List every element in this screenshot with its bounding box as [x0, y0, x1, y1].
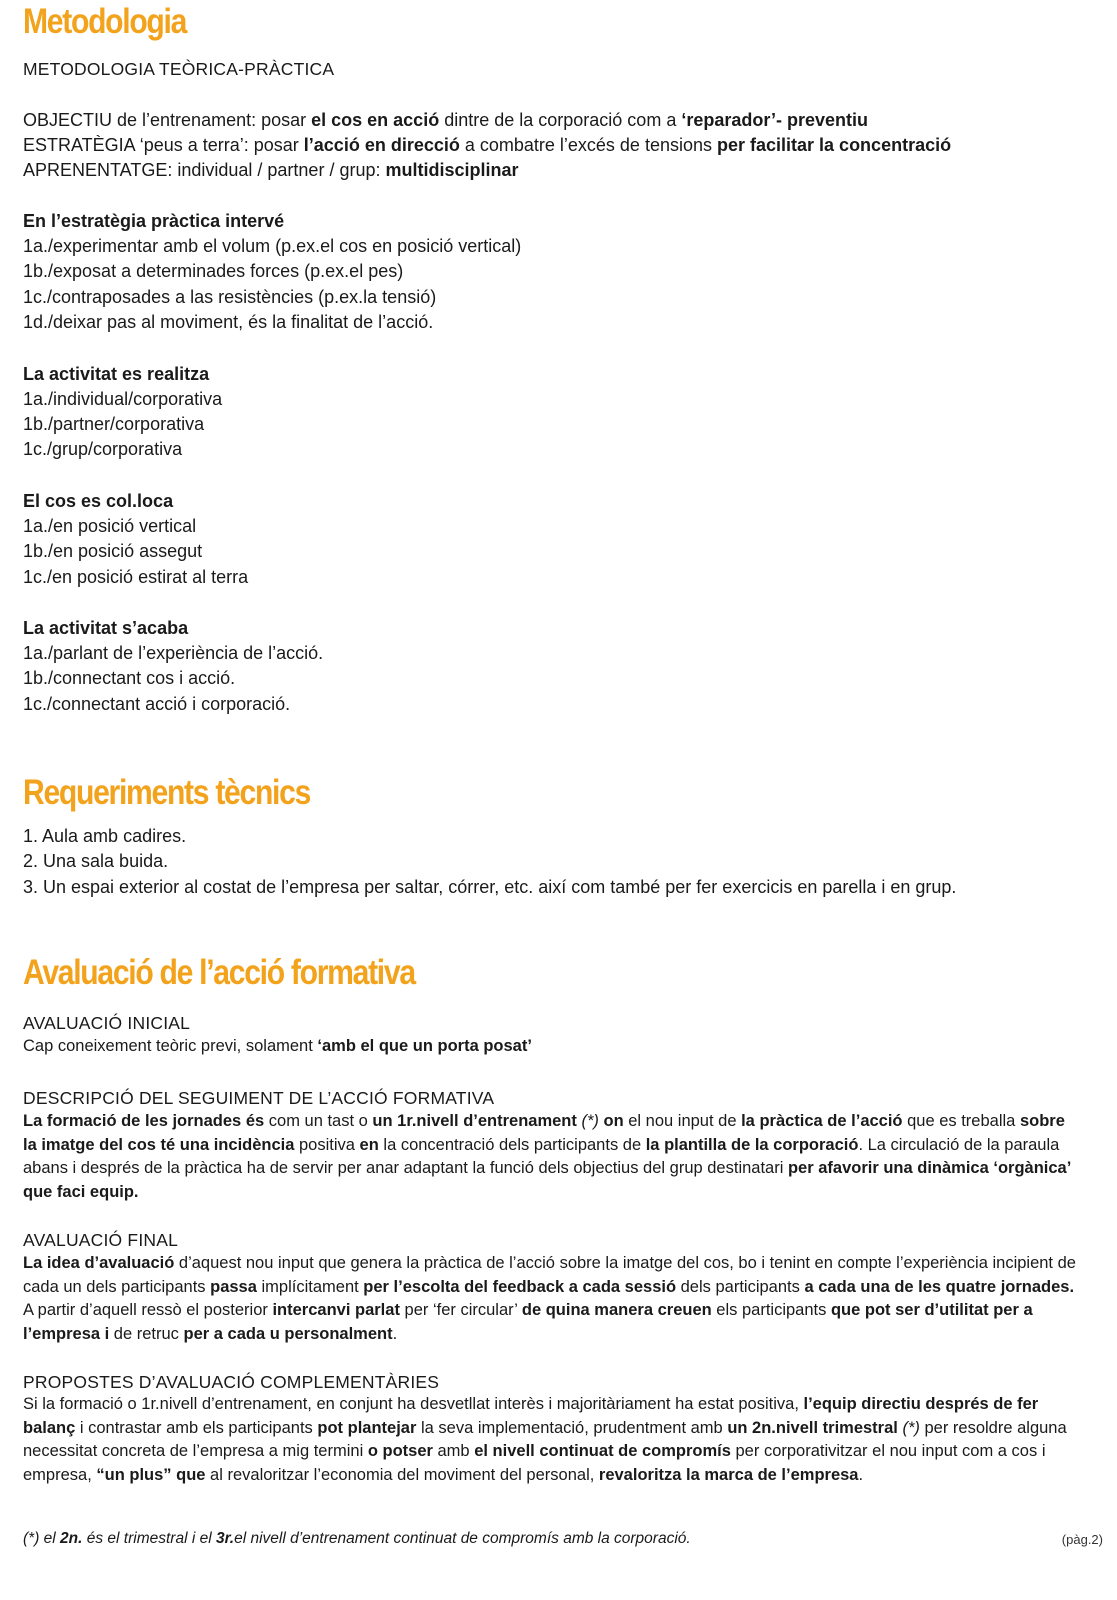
text-run: (*) el	[23, 1530, 61, 1547]
list-item: 1b./connectant cos i acció.	[23, 668, 236, 688]
text-run: o potser	[367, 1442, 433, 1460]
text-run: i contrastar amb els participants	[75, 1418, 318, 1437]
text-run: de quina manera creuen	[521, 1301, 712, 1319]
text-run: La formació de les jornades és	[23, 1112, 265, 1130]
text-run: per afavorir una dinàmica ‘orgànica’ que faci equip.	[23, 1159, 1071, 1201]
section-heading: La activitat s’acaba	[23, 618, 189, 638]
text-run: OBJECTIU de l’entrenament: posar	[23, 110, 312, 130]
text-run: un 1r.nivell d’entrenament	[372, 1112, 577, 1130]
subheading-avaluacio-final: AVALUACIÓ FINAL	[23, 1230, 179, 1250]
section-heading: En l’estratègia pràctica intervé	[23, 211, 285, 231]
text-run: per ‘fer circular’	[399, 1301, 522, 1319]
list-item: 1b./partner/corporativa	[23, 414, 205, 434]
heading-avaluacio: Avaluació de l’acció formativa	[23, 953, 415, 992]
section-heading: El cos es col.loca	[23, 491, 174, 511]
list-item: 1c./connectant acció i corporació.	[23, 694, 291, 714]
text-run: multidisciplinar	[385, 160, 519, 180]
text-run: dels participants	[676, 1277, 805, 1296]
text-run: amb	[432, 1442, 475, 1460]
list-item: 1a./individual/corporativa	[23, 389, 223, 409]
text-run: ‘amb el que un porta posat’	[317, 1037, 532, 1055]
list-item: 1a./experimentar amb el volum (p.ex.el cos en posició vertical)	[23, 236, 522, 256]
text-run: la pràctica de l’acció	[741, 1112, 903, 1130]
text-run: 2n.	[60, 1530, 83, 1547]
subheading-metodologia: METODOLOGIA TEÒRICA-PRÀCTICA	[23, 59, 335, 79]
subheading-seguiment: DESCRIPCIÓ DEL SEGUIMENT DE L’ACCIÓ FORMATIVA	[23, 1088, 495, 1108]
text-run: sobre la imatge del cos té una incidència	[23, 1112, 1065, 1154]
text-run: (*)	[897, 1418, 925, 1437]
text-run: Si la formació o 1r.nivell d’entrenament, en conjunt ha desvetllat interès i majoritàriament ha estat positiva,	[23, 1395, 804, 1413]
list-item: 1. Aula amb cadires.	[23, 826, 187, 846]
text-run: Cap coneixement teòric previ, solament	[23, 1037, 318, 1055]
text-run: passa	[210, 1277, 257, 1296]
propostes-paragraph	[23, 1393, 1083, 1487]
text-run: que pot ser d’utilitat per a l’empresa i	[23, 1301, 1033, 1343]
text-run: (*)	[576, 1112, 604, 1130]
text-run: que es treballa	[902, 1112, 1020, 1130]
text-run: per l’escolta del feedback a cada sessió	[363, 1277, 677, 1296]
text-run: on	[603, 1112, 624, 1130]
text-run: el nivell continuat de compromís	[474, 1442, 731, 1460]
list-item: 1c./grup/corporativa	[23, 439, 183, 459]
avaluacio-final-paragraph	[23, 1252, 1083, 1346]
subheading-avaluacio-inicial: AVALUACIÓ INICIAL	[23, 1013, 191, 1033]
text-run: el nou input de	[623, 1112, 742, 1130]
text-run: en	[359, 1135, 379, 1154]
text-run: per facilitar la concentració	[717, 135, 952, 155]
seguiment-paragraph	[23, 1110, 1083, 1204]
list-item: 2. Una sala buida.	[23, 851, 169, 871]
text-run: A partir d’aquell ressò el posterior	[23, 1301, 273, 1319]
list-item: 1c./contraposades a las resistències (p.ex.la tensió)	[23, 287, 437, 307]
text-run: . La circulació de la paraula abans i després de la pràctica ha de servir per anar adaptant la funció dels objectius del grup destinatari	[23, 1135, 1060, 1177]
text-run: la seva implementació, prudentment amb	[416, 1418, 728, 1437]
text-run: revaloritza la marca de l’empresa	[598, 1465, 859, 1484]
heading-metodologia: Metodologia	[23, 2, 187, 41]
text-run: els participants	[711, 1301, 831, 1319]
text-run: el cos en acció	[311, 110, 440, 130]
list-item: 1b./exposat a determinades forces (p.ex.el pes)	[23, 261, 404, 281]
list-item: 3. Un espai exterior al costat de l’empresa per saltar, córrer, etc. així com també per fer exercicis en parella i en grup.	[23, 877, 957, 897]
page-number: (pàg.2)	[1061, 1532, 1103, 1547]
list-item: 1b./en posició assegut	[23, 541, 203, 561]
avaluacio-inicial-text	[23, 1035, 532, 1059]
text-run: per a cada u personalment	[183, 1324, 393, 1343]
text-run: “un plus” que	[96, 1465, 206, 1484]
text-run: ‘reparador’- preventiu	[681, 110, 869, 130]
text-run: 3r.	[215, 1530, 235, 1547]
heading-requeriments: Requeriments tècnics	[23, 773, 311, 812]
text-run: el nivell d’entrenament continuat de compromís amb la corporació.	[234, 1530, 691, 1547]
text-run: La idea d’avaluació	[23, 1254, 175, 1272]
text-run: APRENENTATGE: individual / partner / grup:	[23, 160, 386, 180]
text-run: com un tast o	[264, 1112, 373, 1130]
text-run: per corporativitzar el nou input com a cos i empresa,	[23, 1442, 1046, 1484]
text-run: a cada una de les quatre jornades.	[804, 1277, 1075, 1296]
text-run: .	[392, 1324, 398, 1343]
subheading-propostes: PROPOSTES D’AVALUACIÓ COMPLEMENTÀRIES	[23, 1372, 440, 1392]
text-run: l’equip directiu després de fer balanç	[23, 1395, 1039, 1437]
list-item: 1a./en posició vertical	[23, 516, 197, 536]
footnote	[23, 1530, 691, 1548]
text-run: l’acció en direcció	[303, 135, 460, 155]
text-run: ESTRATÈGIA ‘peus a terra’: posar	[23, 135, 304, 155]
text-run: dintre de la corporació com a	[439, 110, 682, 130]
text-run: positiva	[294, 1135, 360, 1154]
text-run: pot plantejar	[317, 1418, 417, 1437]
aprenentatge-line	[23, 158, 519, 183]
text-run: implícitament	[256, 1277, 364, 1296]
text-run: a combatre l’excés de tensions	[459, 135, 717, 155]
text-run: la plantilla de la corporació	[645, 1135, 859, 1154]
text-run: un 2n.nivell trimestral	[727, 1418, 898, 1437]
list-item: 1d./deixar pas al moviment, és la finalitat de l’acció.	[23, 312, 434, 332]
list-item: 1a./parlant de l’experiència de l’acció.	[23, 643, 324, 663]
section-heading: La activitat es realitza	[23, 364, 210, 384]
text-run: de retruc	[109, 1324, 184, 1343]
text-run: .	[858, 1465, 864, 1484]
text-run: per resoldre alguna necessitat concreta de l’empresa a mig termini	[23, 1418, 1067, 1460]
list-item: 1c./en posició estirat al terra	[23, 567, 249, 587]
text-run: d’aquest nou input que genera la pràctica de l’acció sobre la imatge del cos, bo i tenint en compte l’experiència incipient de cada un dels participants	[23, 1254, 1076, 1296]
text-run: al revaloritzar l’economia del moviment del personal,	[205, 1465, 599, 1484]
objectiu-line	[23, 108, 868, 133]
text-run: intercanvi parlat	[272, 1301, 400, 1319]
text-run: la concentració dels participants de	[378, 1135, 646, 1154]
text-run: és el trimestral i el	[82, 1530, 216, 1547]
estrategia-line	[23, 133, 951, 158]
